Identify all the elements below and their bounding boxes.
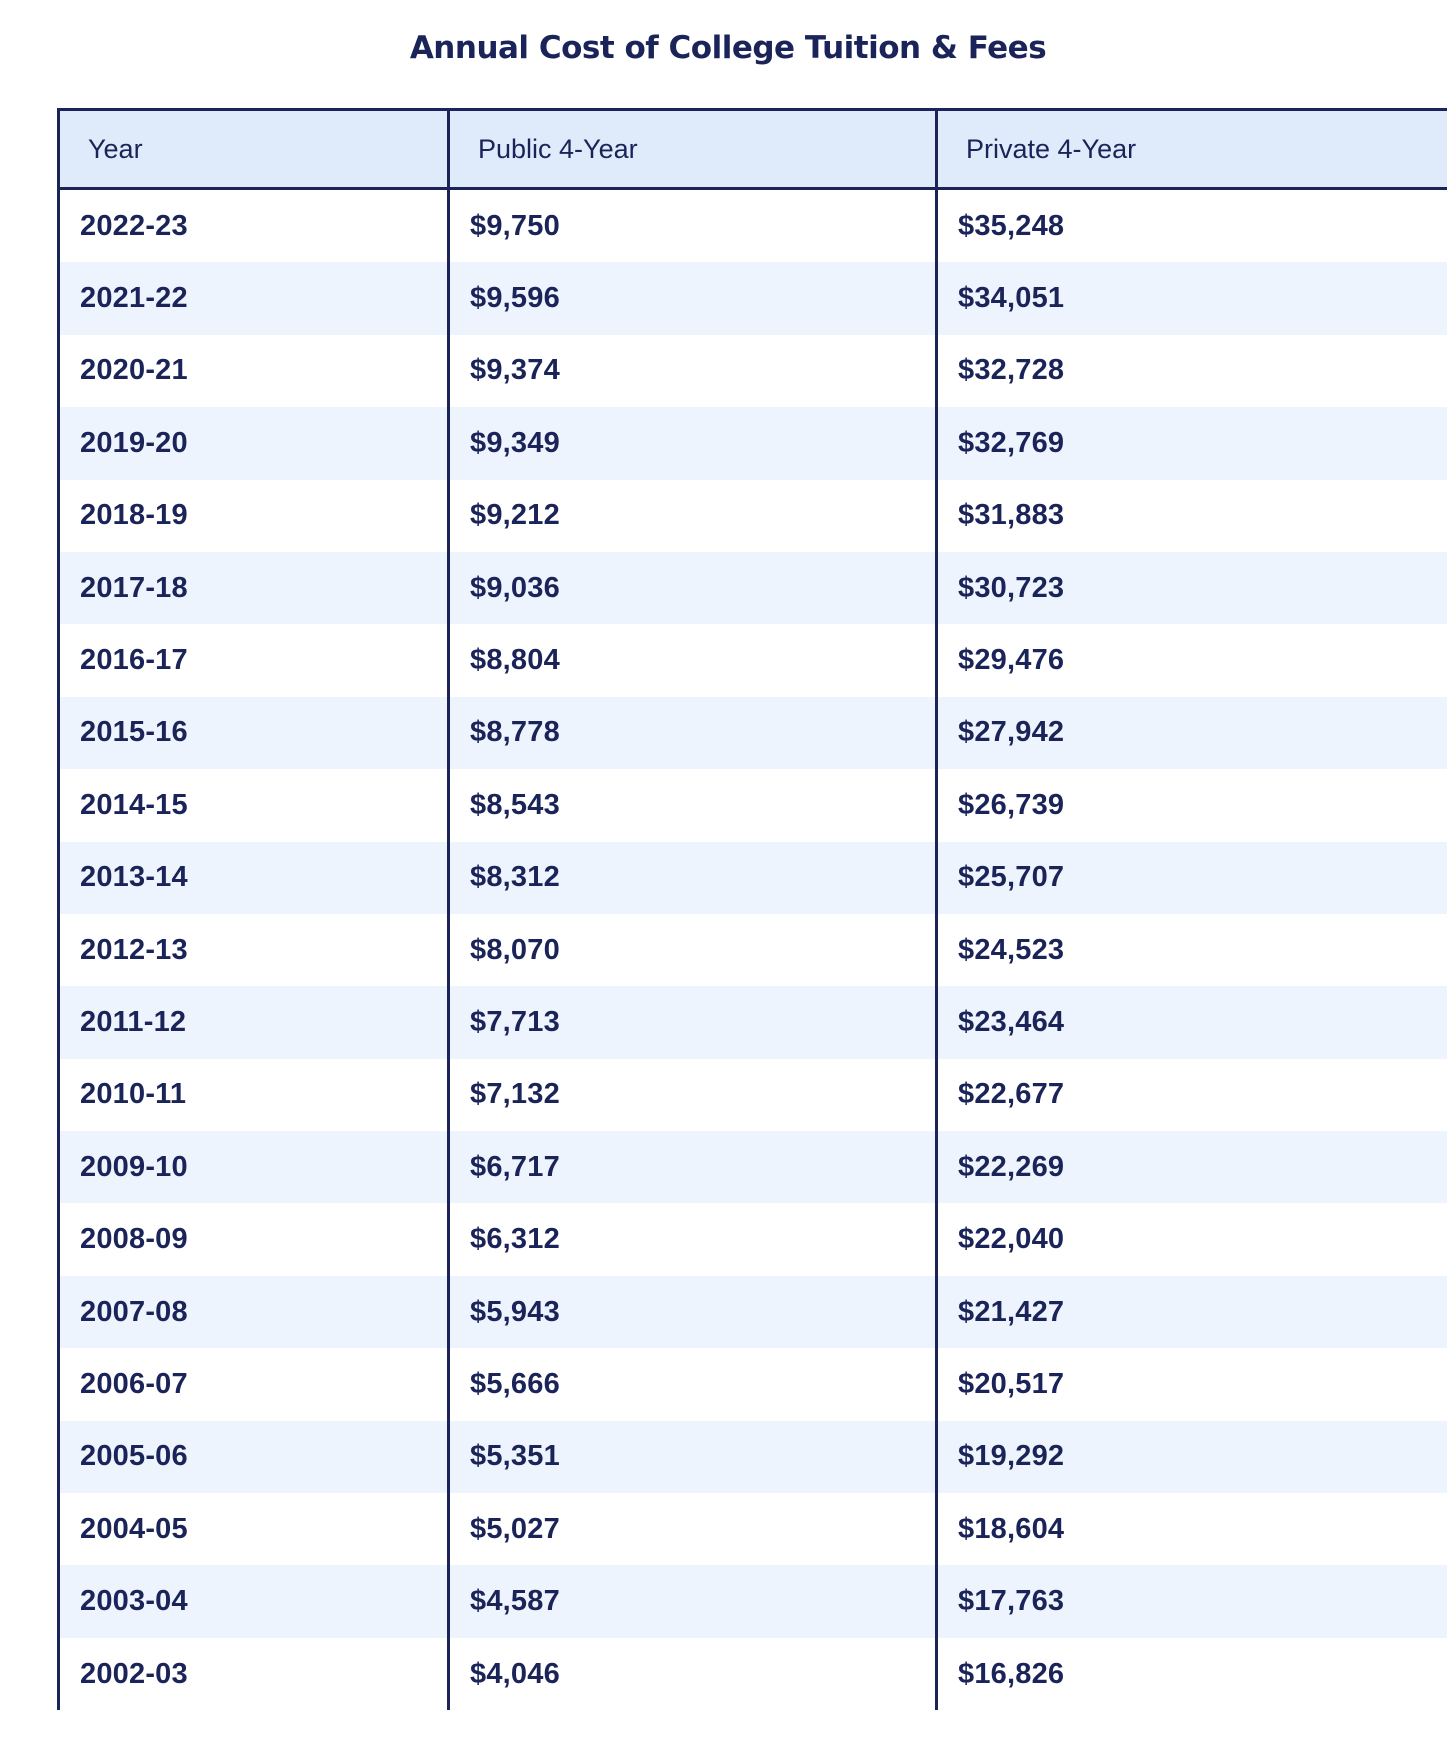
table-row <box>59 1638 1448 1710</box>
table-body <box>59 189 1448 1711</box>
cell-private-cost: $27,942 <box>937 697 1448 769</box>
table-row <box>59 1131 1448 1203</box>
cell-public-cost: $7,713 <box>449 986 937 1058</box>
cell-public-cost: $5,027 <box>449 1493 937 1565</box>
cell-public-cost: $5,351 <box>449 1421 937 1493</box>
cell-private-cost: $32,728 <box>937 335 1448 407</box>
table-row <box>59 914 1448 986</box>
cell-private-cost: $26,739 <box>937 769 1448 841</box>
column-header-year: Year <box>59 110 449 189</box>
cell-public-cost: $5,943 <box>449 1276 937 1348</box>
cell-year: 2012-13 <box>59 914 449 986</box>
cell-public-cost: $8,070 <box>449 914 937 986</box>
cell-year: 2015-16 <box>59 697 449 769</box>
cell-year: 2022-23 <box>59 189 449 263</box>
cell-public-cost: $9,036 <box>449 552 937 624</box>
table-row <box>59 1059 1448 1131</box>
table-row <box>59 1203 1448 1275</box>
table-row <box>59 480 1448 552</box>
cell-private-cost: $21,427 <box>937 1276 1448 1348</box>
cell-year: 2019-20 <box>59 407 449 479</box>
cell-public-cost: $8,312 <box>449 842 937 914</box>
table-row <box>59 986 1448 1058</box>
table-row <box>59 1421 1448 1493</box>
cell-year: 2020-21 <box>59 335 449 407</box>
cell-year: 2011-12 <box>59 986 449 1058</box>
cell-public-cost: $6,717 <box>449 1131 937 1203</box>
table-row <box>59 624 1448 696</box>
table-row <box>59 1493 1448 1565</box>
table-row <box>59 1348 1448 1420</box>
tuition-table <box>57 108 1447 1710</box>
table-row <box>59 1565 1448 1637</box>
table-header <box>59 110 1448 189</box>
cell-private-cost: $17,763 <box>937 1565 1448 1637</box>
cell-year: 2010-11 <box>59 1059 449 1131</box>
cell-public-cost: $4,046 <box>449 1638 937 1710</box>
cell-year: 2005-06 <box>59 1421 449 1493</box>
cell-public-cost: $9,596 <box>449 262 937 334</box>
cell-year: 2006-07 <box>59 1348 449 1420</box>
cell-year: 2021-22 <box>59 262 449 334</box>
cell-private-cost: $22,269 <box>937 1131 1448 1203</box>
table-row <box>59 552 1448 624</box>
tuition-table-container <box>57 108 1447 1758</box>
cell-public-cost: $9,750 <box>449 189 937 263</box>
cell-private-cost: $30,723 <box>937 552 1448 624</box>
cell-public-cost: $9,374 <box>449 335 937 407</box>
table-row <box>59 1276 1448 1348</box>
cell-public-cost: $9,349 <box>449 407 937 479</box>
cell-public-cost: $7,132 <box>449 1059 937 1131</box>
cell-private-cost: $34,051 <box>937 262 1448 334</box>
column-header-public: Public 4-Year <box>449 110 937 189</box>
cell-private-cost: $22,677 <box>937 1059 1448 1131</box>
cell-year: 2009-10 <box>59 1131 449 1203</box>
table-row <box>59 842 1448 914</box>
cell-private-cost: $20,517 <box>937 1348 1448 1420</box>
cell-public-cost: $8,804 <box>449 624 937 696</box>
cell-year: 2002-03 <box>59 1638 449 1710</box>
cell-private-cost: $35,248 <box>937 189 1448 263</box>
cell-year: 2013-14 <box>59 842 449 914</box>
cell-public-cost: $5,666 <box>449 1348 937 1420</box>
table-row <box>59 189 1448 263</box>
cell-year: 2008-09 <box>59 1203 449 1275</box>
header-row <box>59 110 1448 189</box>
cell-year: 2003-04 <box>59 1565 449 1637</box>
cell-private-cost: $25,707 <box>937 842 1448 914</box>
chart-title: Annual Cost of College Tuition & Fees <box>409 30 1047 66</box>
cell-private-cost: $23,464 <box>937 986 1448 1058</box>
cell-private-cost: $16,826 <box>937 1638 1448 1710</box>
table-row <box>59 262 1448 334</box>
cell-private-cost: $24,523 <box>937 914 1448 986</box>
table-row <box>59 335 1448 407</box>
cell-private-cost: $22,040 <box>937 1203 1448 1275</box>
table-row <box>59 407 1448 479</box>
cell-public-cost: $8,543 <box>449 769 937 841</box>
cell-public-cost: $4,587 <box>449 1565 937 1637</box>
cell-year: 2016-17 <box>59 624 449 696</box>
cell-public-cost: $8,778 <box>449 697 937 769</box>
cell-year: 2014-15 <box>59 769 449 841</box>
table-row <box>59 697 1448 769</box>
table-row <box>59 769 1448 841</box>
cell-private-cost: $19,292 <box>937 1421 1448 1493</box>
cell-private-cost: $29,476 <box>937 624 1448 696</box>
cell-year: 2004-05 <box>59 1493 449 1565</box>
cell-public-cost: $6,312 <box>449 1203 937 1275</box>
cell-year: 2017-18 <box>59 552 449 624</box>
cell-year: 2018-19 <box>59 480 449 552</box>
cell-year: 2007-08 <box>59 1276 449 1348</box>
cell-public-cost: $9,212 <box>449 480 937 552</box>
cell-private-cost: $31,883 <box>937 480 1448 552</box>
cell-private-cost: $32,769 <box>937 407 1448 479</box>
column-header-private: Private 4-Year <box>937 110 1448 189</box>
cell-private-cost: $18,604 <box>937 1493 1448 1565</box>
